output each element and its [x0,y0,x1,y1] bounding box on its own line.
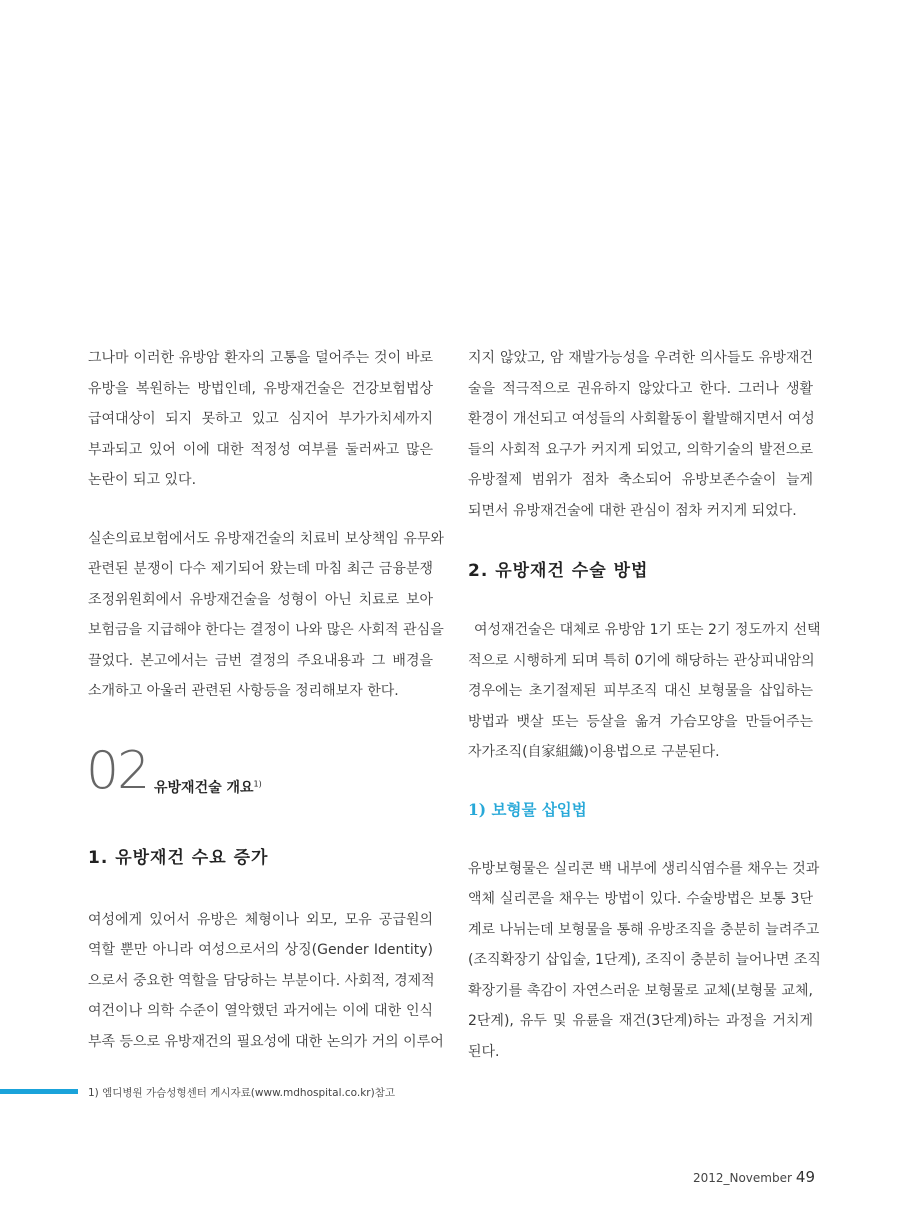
right-column [468,343,821,1067]
footnote-marker: 1) [253,778,262,788]
section-header [86,740,433,805]
text-line: 급여대상이 되지 못하고 있고 심지어 부가가치세까지 [88,411,433,427]
text-line: 역할 뿐만 아니라 여성으로서의 상징(Gender Identity) [88,942,433,958]
subheading-implant-method: 1) 보형물 삽입법 [468,799,587,819]
text-line: 실손의료보험에서도 유방재건술의 치료비 보상책임 유무와 [88,530,444,547]
footnote-accent-bar [0,1089,78,1094]
text-line: 확장기를 촉감이 자연스러운 보형물로 교체(보형물 교체, [468,982,813,999]
text-line: 관련된 분쟁이 다수 제기되어 왔는데 마침 최근 금융분쟁 [88,561,433,577]
paragraph-insurance [88,524,444,707]
text-line: 된다. [468,1043,500,1060]
text-line: 되면서 유방재건술에 대한 관심이 점차 커지게 되었다. [468,502,797,519]
text-line: 끌었다. 본고에서는 금번 결정의 주요내용과 그 배경을 [88,652,433,669]
section-title [154,777,262,797]
text-line: 그나마 이러한 유방암 환자의 고통을 덜어주는 것이 바로 [88,350,433,366]
text-line: 지지 않았고, 암 재발가능성을 우려한 의사들도 유방재건 [468,350,813,366]
text-line: 보험금을 지급해야 한다는 결정이 나와 많은 사회적 관심을 [88,622,444,638]
text-line: 자가조직(自家組織)이용법으로 구분된다. [468,744,720,760]
heading-demand-increase: 1. 유방재건 수요 증가 [88,847,269,868]
text-line: 유방보형물은 실리콘 백 내부에 생리식염수를 채우는 것과 [468,860,820,877]
text-line: 유방을 복원하는 방법인데, 유방재건술은 건강보험법상 [88,380,433,397]
section-number: 02 [86,740,149,801]
page-footer [693,1168,815,1186]
text-line: 2단계), 유두 및 유륜을 재건(3단계)하는 과정을 거치게 [468,1013,813,1029]
issue-label: 2012_November [692,1171,792,1185]
text-line: 술을 적극적으로 권유하지 않았다고 한다. 그러나 생활 [468,380,813,397]
text-line: 여건이나 의학 수준이 열악했던 과거에는 이에 대한 인식 [88,1003,433,1019]
text-line: 유방절제 범위가 점차 축소되어 유방보존수술이 늘게 [468,472,813,488]
text-line: 들의 사회적 요구가 커지게 되었고, 의학기술의 발전으로 [468,441,813,458]
text-line: 여성재건술은 대체로 유방암 1기 또는 2기 정도까지 선택 [474,622,821,638]
text-line: 부족 등으로 유방재건의 필요성에 대한 논의가 거의 이루어 [88,1033,444,1050]
text-line: (조직확장기 삽입술, 1단계), 조직이 충분히 늘어나면 조직 [468,952,821,968]
text-line: 여성에게 있어서 유방은 체형이나 외모, 모유 공급원의 [88,911,433,928]
left-column [86,343,444,1057]
text-line: 논란이 되고 있다. [88,472,197,488]
paragraph-intro [88,343,433,496]
text-line: 계로 나뉘는데 보형물을 통해 유방조직을 충분히 늘려주고 [468,921,820,938]
section-title-text: 유방재건술 개요 [154,779,254,796]
text-line: 액체 실리콘을 채우는 방법이 있다. 수술방법은 보통 3단 [468,891,813,907]
paragraph-implant [468,854,821,1068]
text-line: 환경이 개선되고 여성들의 사회활동이 활발해지면서 여성 [468,411,815,427]
text-line: 방법과 뱃살 또는 등살을 옮겨 가슴모양을 만들어주는 [468,713,813,730]
paragraph-continuation [468,343,813,526]
text-line: 소개하고 아울러 관련된 사항등을 정리해보자 한다. [88,683,399,699]
paragraph-methods [468,615,821,768]
text-line: 조정위원회에서 유방재건술을 성형이 아닌 치료로 보아 [88,591,433,608]
text-line: 으로서 중요한 역할을 담당하는 부분이다. 사회적, 경제적 [88,972,435,989]
text-line: 적으로 시행하게 되며 특히 0기에 해당하는 관상피내암의 [468,652,815,669]
heading-surgery-methods: 2. 유방재건 수술 방법 [468,561,649,581]
footnote: 1) 엠디병원 가슴성형센터 게시자료(www.mdhospital.co.kr)참고 [88,1087,395,1099]
text-line: 부과되고 있어 이에 대한 적정성 여부를 둘러싸고 많은 [88,441,433,458]
paragraph-demand [88,905,444,1058]
text-line: 경우에는 초기절제된 피부조직 대신 보형물을 삽입하는 [468,683,813,699]
page-number: 49 [795,1168,815,1186]
